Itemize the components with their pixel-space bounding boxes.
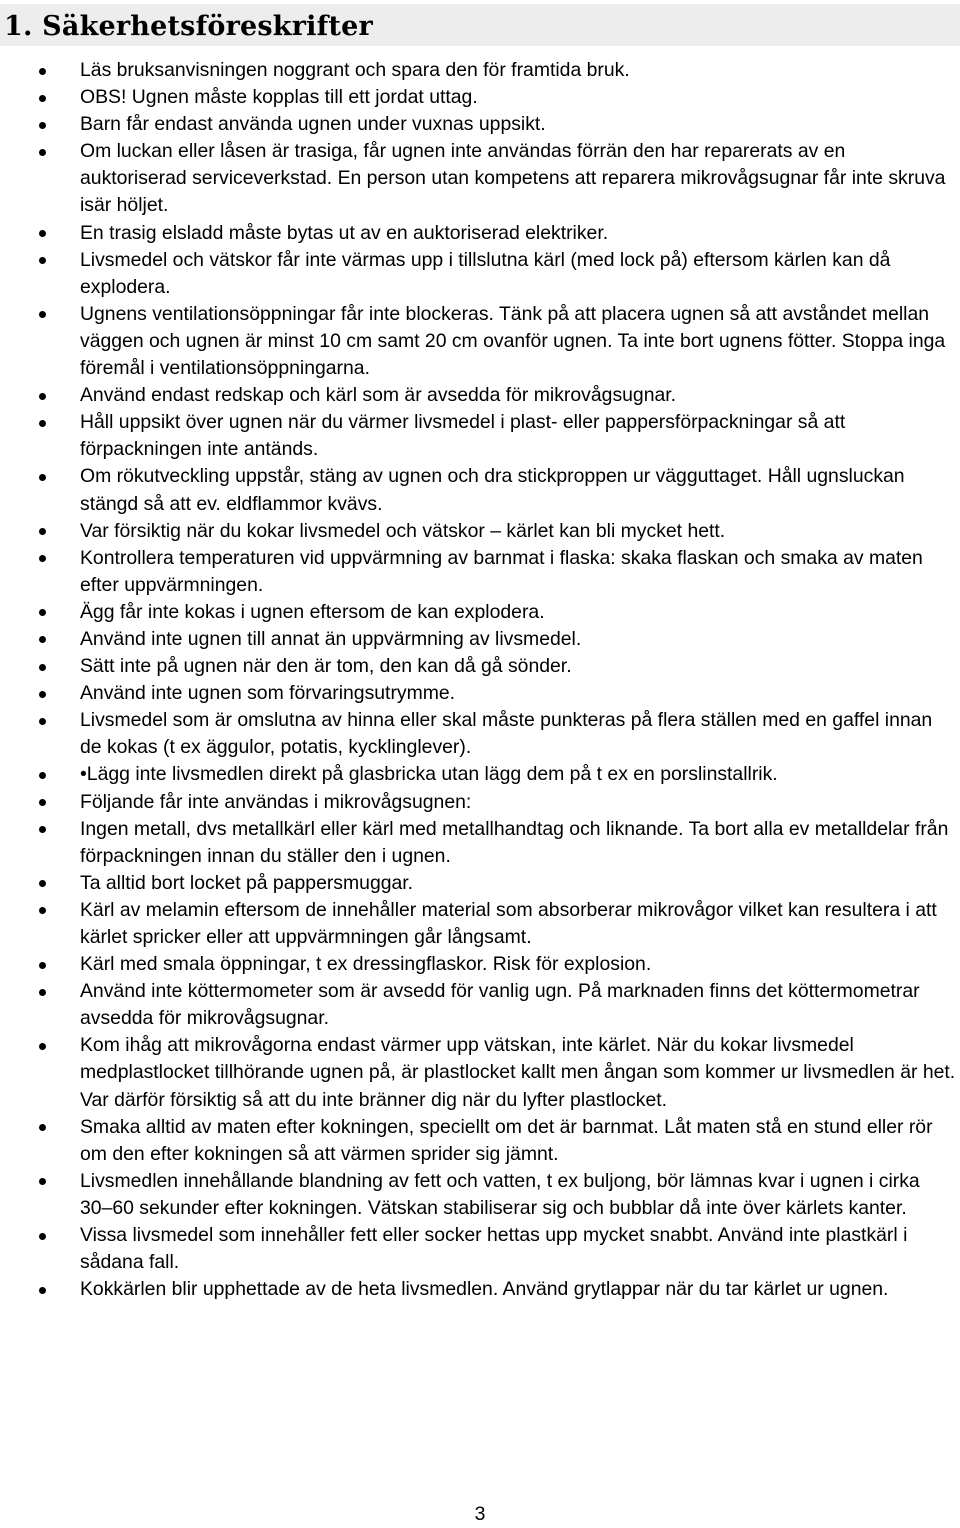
list-item-text: Var försiktig när du kokar livsmedel och vätskor – kärlet kan bli mycket hett. — [80, 519, 726, 542]
bullet-icon — [39, 230, 46, 237]
bullet-icon — [39, 555, 46, 562]
bullet-icon — [39, 691, 46, 698]
list-item — [0, 1222, 960, 1276]
list-item — [0, 138, 960, 219]
list-item-text: Om rökutveckling uppstår, stäng av ugnen och dra stickproppen ur vägguttaget. Håll ugnsluckan stängd så att ev. eldflammor kvävs. — [80, 465, 905, 515]
list-item — [0, 707, 960, 761]
list-item-text: Ugnens ventilationsöppningar får inte blockeras. Tänk på att placera ugnen så att avståndet mellan väggen och ugnen är minst 10 cm samt 20 cm ovanför ugnen. Ta inte bort ugnens fötter. Stoppa inga föremål i ventilationsöppningarna. — [80, 302, 946, 380]
list-item — [0, 816, 960, 870]
list-item-text: Vissa livsmedel som innehåller fett eller socker hettas upp mycket snabbt. Använd inte plastkärl i sådana fall. — [80, 1224, 908, 1274]
bullet-icon — [39, 474, 46, 481]
list-item-text: Följande får inte användas i mikrovågsugnen: — [80, 790, 472, 813]
bullet-icon — [39, 95, 46, 102]
list-item — [0, 1168, 960, 1222]
list-item — [0, 897, 960, 951]
list-item — [0, 301, 960, 382]
list-item-text: Läs bruksanvisningen noggrant och spara den för framtida bruk. — [80, 59, 630, 81]
list-item — [0, 870, 960, 897]
list-item — [0, 111, 960, 138]
bullet-icon — [39, 664, 46, 671]
list-item-text: Kärl med smala öppningar, t ex dressingflaskor. Risk för explosion. — [80, 953, 652, 976]
list-item-text: Använd inte köttermometer som är avsedd för vanlig ugn. På marknaden finns det köttermometrar avsedda för mikrovågsugnar. — [80, 980, 920, 1030]
bullet-icon — [39, 311, 46, 318]
bullet-icon — [39, 393, 46, 400]
list-item-text: Håll uppsikt över ugnen när du värmer livsmedel i plast- eller pappersförpackningar så att förpackningen inte antänds. — [80, 411, 846, 461]
bullet-icon — [39, 257, 46, 264]
bullet-icon — [39, 528, 46, 535]
bullet-icon — [39, 1287, 46, 1294]
bullet-icon — [39, 962, 46, 969]
list-item — [0, 57, 960, 84]
bullet-icon — [39, 1233, 46, 1240]
bullet-icon — [39, 907, 46, 914]
list-item-text: Använd inte ugnen som förvaringsutrymme. — [80, 682, 456, 705]
list-item-text: Smaka alltid av maten efter kokningen, speciellt om det är barnmat. Låt maten stå en stund eller rör om den efter kokningen så att värmen sprider sig jämnt. — [80, 1115, 933, 1165]
list-item — [0, 463, 960, 517]
section-title: 1. Säkerhetsföreskrifter — [4, 11, 373, 42]
bullet-icon — [39, 420, 46, 427]
list-item — [0, 545, 960, 599]
bullet-icon — [39, 1043, 46, 1050]
safety-instructions-list — [0, 57, 960, 1303]
list-item — [0, 247, 960, 301]
list-item — [0, 1114, 960, 1168]
list-item-text: Kontrollera temperaturen vid uppvärmning av barnmat i flaska: skaka flaskan och smaka av maten efter uppvärmningen. — [80, 546, 923, 596]
bullet-icon — [39, 149, 46, 156]
list-item — [0, 84, 960, 111]
list-item-text: Livsmedlen innehållande blandning av fett och vatten, t ex buljong, bör lämnas kvar i ugnen i cirka 30–60 sekunder efter kokningen. Vätskan stabiliserar sig och bubblar då inte över kärlets kanter. — [80, 1169, 920, 1219]
list-item-text: Ta alltid bort locket på pappersmuggar. — [80, 871, 414, 894]
list-item — [0, 409, 960, 463]
section-header — [0, 4, 960, 46]
bullet-icon — [39, 718, 46, 725]
list-item-text: Kärl av melamin eftersom de innehåller material som absorberar mikrovågor vilket kan resultera i att kärlet spricker eller att uppvärmningen går långsamt. — [80, 898, 937, 948]
list-item — [0, 951, 960, 978]
list-item-text: Sätt inte på ugnen när den är tom, den kan då gå sönder. — [80, 655, 572, 678]
bullet-icon — [39, 880, 46, 887]
bullet-icon — [39, 772, 46, 779]
bullet-icon — [39, 1124, 46, 1131]
list-item-text: Barn får endast använda ugnen under vuxnas uppsikt. — [80, 113, 546, 136]
list-item — [0, 382, 960, 409]
list-item — [0, 680, 960, 707]
list-item — [0, 653, 960, 680]
list-item — [0, 1032, 960, 1113]
list-item — [0, 599, 960, 626]
list-item-text: Använd inte ugnen till annat än uppvärmning av livsmedel. — [80, 627, 582, 650]
list-item-text: Använd endast redskap och kärl som är avsedda för mikrovågsugnar. — [80, 384, 677, 407]
bullet-icon — [39, 799, 46, 806]
list-item — [0, 789, 960, 816]
list-item-text: En trasig elsladd måste bytas ut av en auktoriserad elektriker. — [80, 221, 609, 244]
list-item-text: Livsmedel som är omslutna av hinna eller skal måste punkteras på flera ställen med en gaffel innan de kokas (t ex äggulor, potatis, kycklinglever). — [80, 709, 933, 759]
bullet-icon — [39, 609, 46, 616]
bullet-icon — [39, 636, 46, 643]
bullet-icon — [39, 1178, 46, 1185]
list-item-text: Kokkärlen blir upphettade av de heta livsmedlen. Använd grytlappar när du tar kärlet ur ugnen. — [80, 1278, 889, 1301]
bullet-icon — [39, 826, 46, 833]
list-item-text: •Lägg inte livsmedlen direkt på glasbricka utan lägg dem på t ex en porslinstallrik. — [80, 763, 778, 786]
list-item — [0, 1276, 960, 1303]
bullet-icon — [39, 122, 46, 129]
list-item-text: OBS! Ugnen måste kopplas till ett jordat uttag. — [80, 86, 478, 109]
list-item — [0, 978, 960, 1032]
page-number: 3 — [474, 1503, 486, 1525]
list-item-text: Ingen metall, dvs metallkärl eller kärl med metallhandtag och liknande. Ta bort alla ev metalldelar från förpackningen innan du ställer den i ugnen. — [80, 817, 949, 867]
list-item-text: Ägg får inte kokas i ugnen eftersom de kan explodera. — [80, 600, 545, 623]
bullet-icon — [39, 68, 46, 75]
bullet-icon — [39, 989, 46, 996]
list-item — [0, 220, 960, 247]
list-item — [0, 761, 960, 788]
list-item-text: Om luckan eller låsen är trasiga, får ugnen inte användas förrän den har reparerats av en auktoriserad serviceverkstad. En person utan kompetens att reparera mikrovågsugnar får inte skruva isär höljet. — [80, 140, 946, 217]
list-item-text: Kom ihåg att mikrovågorna endast värmer upp vätskan, inte kärlet. När du kokar livsmedel medplastlocket tillhörande ugnen på, är plastlocket kallt men ångan som kommer ur livsmedlen är het. Var därför försiktig så att du inte bränner dig när du lyfter plastlocket. — [80, 1034, 956, 1111]
list-item — [0, 518, 960, 545]
list-item-text: Livsmedel och vätskor får inte värmas upp i tillslutna kärl (med lock på) eftersom kärlen kan då explodera. — [80, 248, 891, 298]
list-item — [0, 626, 960, 653]
